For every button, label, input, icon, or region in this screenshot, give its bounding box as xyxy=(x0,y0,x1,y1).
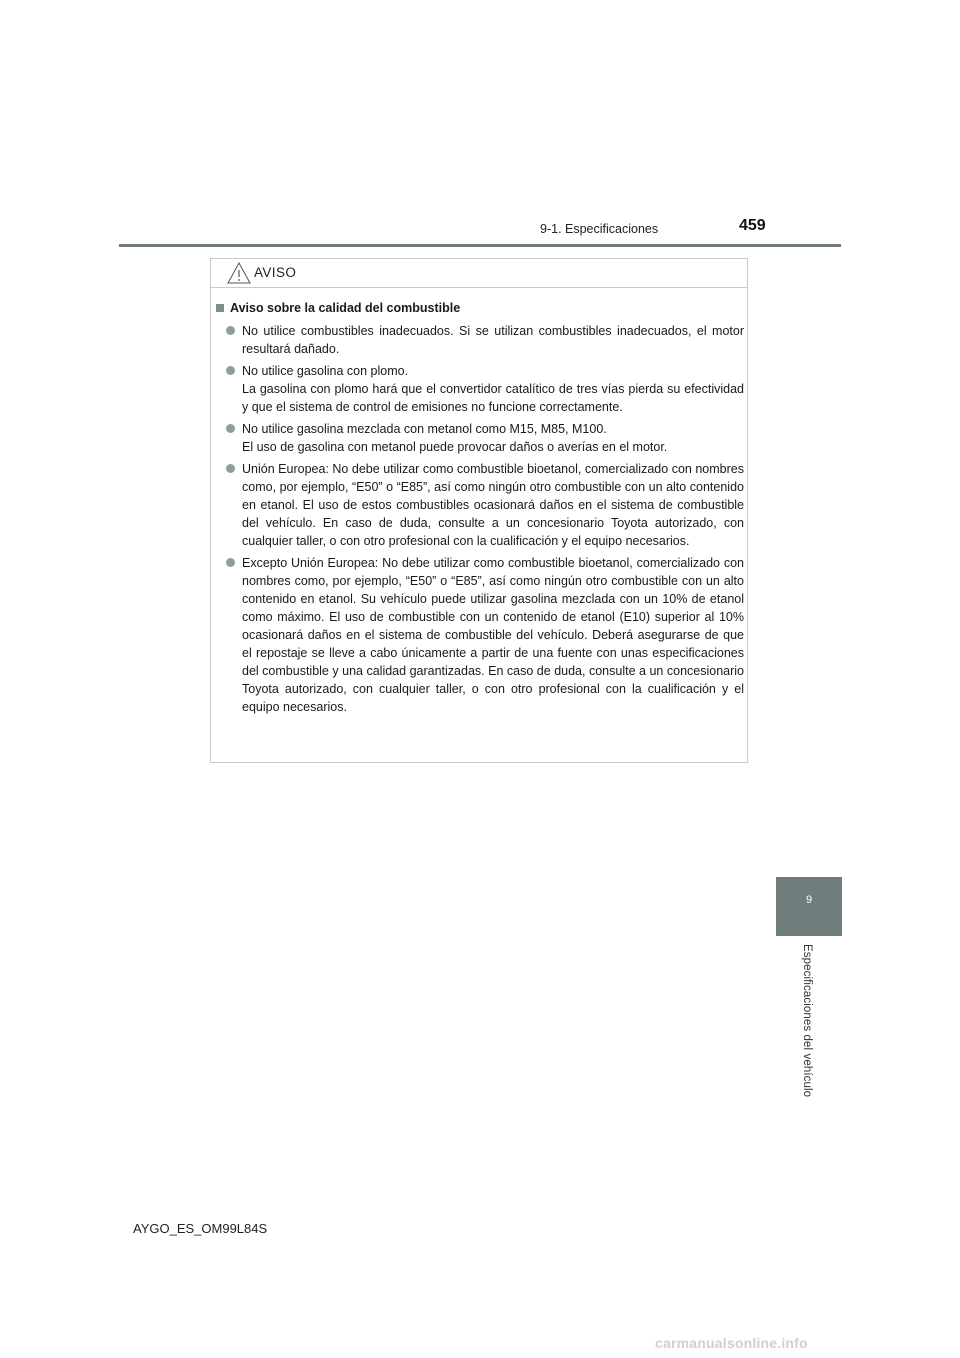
list-item xyxy=(226,322,744,358)
bullet-dot-icon xyxy=(226,366,235,375)
warning-box xyxy=(210,258,748,763)
list-item xyxy=(226,554,744,716)
list-item xyxy=(226,362,744,416)
list-item-text: Excepto Unión Europea: No debe utilizar como combustible bioetanol, comercializado con nombres como, por ejemplo, “E50” o “E85”, así como ningún otro combustible con un alto contenido en etanol. Su vehículo puede utilizar gasolina mezclada con un 10% de etanol como máximo. El uso de combustible con un contenido de etanol (E10) superior al 10% ocasionará daños en el sistema de combustible del vehículo. Deberá asegurarse de que el repostaje se lleve a cabo únicamente a partir de una fuente con unas especificaciones del combustible y una calidad garantizadas. En caso de duda, consulte a un concesionario Toyota autorizado, con cualquier taller, o con otro profesional con la cualificación y el equipo necesarios. xyxy=(242,556,744,714)
list-item-text: No utilice gasolina con plomo. La gasolina con plomo hará que el convertidor catalítico de tres vías pierda su efectividad y que el sistema de control de emisiones no funcione correctamente. xyxy=(242,364,744,414)
watermark: carmanualsonline.info xyxy=(655,1335,808,1351)
section-heading xyxy=(216,301,460,315)
page-number: 459 xyxy=(739,217,766,234)
header-section-title: 9-1. Especificaciones xyxy=(540,222,659,236)
list-item-text: Unión Europea: No debe utilizar como combustible bioetanol, comercializado con nombres como, por ejemplo, “E50” o “E85”, así como ningún otro combustible con un alto contenido en etanol. El uso de estos combustibles ocasionará daños en el sistema de combustible del vehículo. En caso de duda, consulte a un concesionario Toyota autorizado, con cualquier taller, o con otro profesional con la cualificación y el equipo necesarios. xyxy=(242,462,744,548)
bullet-dot-icon xyxy=(226,326,235,335)
section-heading-text: Aviso sobre la calidad del combustible xyxy=(230,301,461,315)
warning-title: AVISO xyxy=(254,265,297,280)
warning-triangle-icon xyxy=(226,261,252,285)
warning-items xyxy=(226,322,744,720)
list-item xyxy=(226,460,744,550)
square-bullet-icon xyxy=(216,304,224,312)
warning-header xyxy=(211,259,747,288)
chapter-tab xyxy=(776,877,842,936)
bullet-dot-icon xyxy=(226,464,235,473)
footer-document-code: AYGO_ES_OM99L84S xyxy=(133,1221,268,1236)
bullet-dot-icon xyxy=(226,558,235,567)
chapter-tab-number: 9 xyxy=(805,894,813,906)
list-item-text: No utilice combustibles inadecuados. Si se utilizan combustibles inadecuados, el motor resultará dañado. xyxy=(242,324,744,356)
header-rule xyxy=(119,244,841,247)
list-item-text: No utilice gasolina mezclada con metanol como M15, M85, M100. El uso de gasolina con metanol puede provocar daños o averías en el motor. xyxy=(242,422,668,454)
list-item xyxy=(226,420,744,456)
chapter-side-label: Especificaciones del vehículo xyxy=(801,944,813,1098)
bullet-dot-icon xyxy=(226,424,235,433)
